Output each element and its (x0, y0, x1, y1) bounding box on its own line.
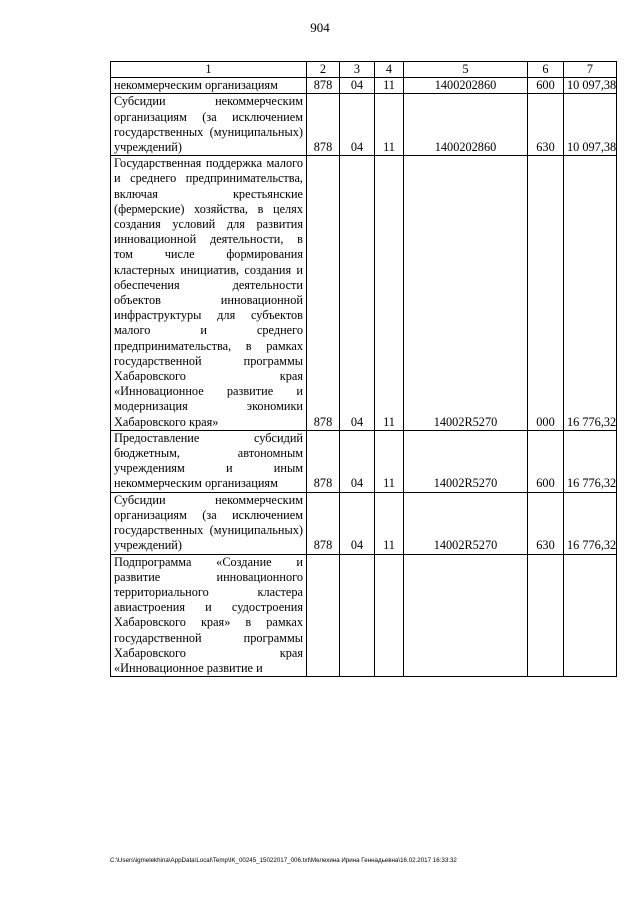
cell-col5: 1400202860 (404, 94, 528, 156)
cell-col3 (340, 554, 375, 677)
cell-col3: 04 (340, 78, 375, 94)
cell-amount (564, 554, 617, 677)
page-number: 904 (310, 20, 330, 35)
row-description: некоммерческим организациям (111, 78, 307, 94)
cell-col2: 878 (307, 430, 340, 492)
cell-col3: 04 (340, 94, 375, 156)
table-row (111, 430, 617, 492)
cell-col4: 11 (375, 94, 404, 156)
cell-col2: 878 (307, 78, 340, 94)
row-description: Государственная поддержка малого и среднего предпринимательства, включая крестьянские (фермерские) хозяйства, в целях создания условий для развития инновационной деятельности, в том числе формирования кластерных инициатив, создания и обеспечения деятельности объектов инновационной инфраструктуры для субъектов малого и среднего предпринимательства, в рамках государственной программы Хабаровского края «Инновационное развитие и модернизация экономики Хабаровского края» (111, 156, 307, 431)
cell-col5: 14002R5270 (404, 156, 528, 431)
cell-col5: 1400202860 (404, 78, 528, 94)
cell-col2: 878 (307, 156, 340, 431)
cell-col6: 600 (528, 78, 564, 94)
cell-col4: 11 (375, 430, 404, 492)
row-description: Подпрограмма «Создание и развитие инновационного территориального кластера авиастроения и судостроения Хабаровского края» в рамках государственной программы Хабаровского края «Инновационное развитие и (111, 554, 307, 677)
cell-col4: 11 (375, 78, 404, 94)
cell-col6: 630 (528, 492, 564, 554)
cell-col4 (375, 554, 404, 677)
row-description: Субсидии некоммерческим организациям (за исключением государственных (муниципальных) учреждений) (111, 94, 307, 156)
cell-col2: 878 (307, 94, 340, 156)
cell-col5: 14002R5270 (404, 430, 528, 492)
cell-amount: 16 776,32 (564, 156, 617, 431)
table-row (111, 554, 617, 677)
cell-amount: 16 776,32 (564, 492, 617, 554)
cell-col2 (307, 554, 340, 677)
column-header: 6 (528, 62, 564, 78)
cell-col5 (404, 554, 528, 677)
column-header: 4 (375, 62, 404, 78)
cell-col6 (528, 554, 564, 677)
cell-col6: 630 (528, 94, 564, 156)
cell-col6: 000 (528, 156, 564, 431)
row-description: Субсидии некоммерческим организациям (за исключением государственных (муниципальных) учреждений) (111, 492, 307, 554)
cell-col3: 04 (340, 492, 375, 554)
cell-col4: 11 (375, 492, 404, 554)
cell-col4: 11 (375, 156, 404, 431)
cell-col2: 878 (307, 492, 340, 554)
column-header: 3 (340, 62, 375, 78)
header-row (111, 62, 617, 78)
column-header: 2 (307, 62, 340, 78)
cell-col6: 600 (528, 430, 564, 492)
cell-col3: 04 (340, 156, 375, 431)
cell-amount: 16 776,32 (564, 430, 617, 492)
cell-amount: 10 097,38 (564, 94, 617, 156)
table-row (111, 492, 617, 554)
budget-table (110, 61, 617, 677)
column-header: 7 (564, 62, 617, 78)
cell-amount: 10 097,38 (564, 78, 617, 94)
cell-col3: 04 (340, 430, 375, 492)
cell-col5: 14002R5270 (404, 492, 528, 554)
column-header: 1 (111, 62, 307, 78)
column-header: 5 (404, 62, 528, 78)
table-row (111, 78, 617, 94)
file-path-footer: C:\Users\igmelekhina\AppData\Local\Temp\IK_00245_15022017_006.txt\Мелехина Ирина Геннадьевна\16.02.2017 16:33:32 (110, 857, 457, 864)
table-row (111, 94, 617, 156)
row-description: Предоставление субсидий бюджетным, автономным учреждениям и иным некоммерческим организациям (111, 430, 307, 492)
table-row (111, 156, 617, 431)
